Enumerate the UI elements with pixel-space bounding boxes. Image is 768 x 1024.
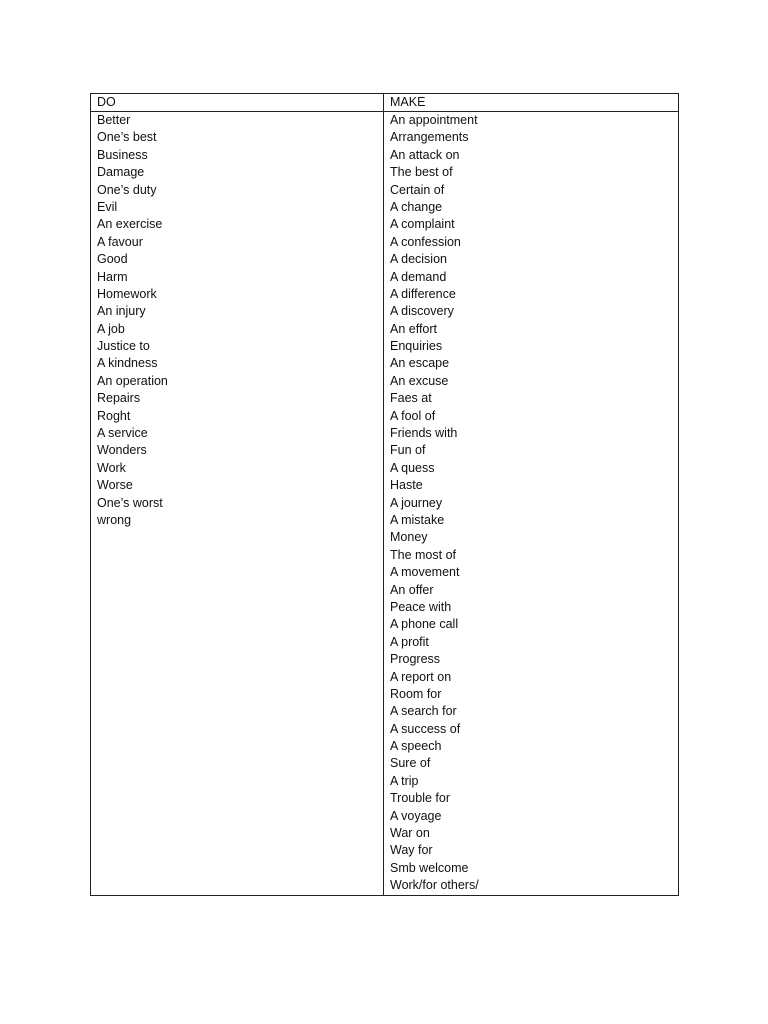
do-make-table <box>90 93 679 896</box>
make-list-item: A complaint <box>390 217 455 232</box>
do-list-item: A job <box>97 321 125 336</box>
do-list-item: An exercise <box>97 217 163 232</box>
make-list-item: Smb welcome <box>390 860 469 875</box>
make-list-item: Peace with <box>390 599 452 614</box>
make-list-item: A discovery <box>390 304 454 319</box>
make-list-item: Money <box>390 530 428 545</box>
do-list-item: One’s duty <box>97 182 157 197</box>
make-list-item: A speech <box>390 739 442 754</box>
make-list-item: A demand <box>390 269 447 284</box>
do-list-item: Evil <box>97 199 118 214</box>
make-list-item: An effort <box>390 321 438 336</box>
do-list-item: A favour <box>97 234 143 249</box>
make-list-item: A trip <box>390 773 419 788</box>
do-list-item: Business <box>97 147 148 162</box>
do-column-cell <box>91 112 384 896</box>
make-list-item: A change <box>390 199 443 214</box>
do-list-item: wrong <box>97 512 132 527</box>
make-list-item: Sure of <box>390 756 431 771</box>
make-list-item: A search for <box>390 704 457 719</box>
make-list-item: Trouble for <box>390 791 450 806</box>
make-list-item: An escape <box>390 356 450 371</box>
make-list-item: An offer <box>390 582 434 597</box>
do-list-item: Better <box>97 113 131 127</box>
make-list-item: Haste <box>390 478 423 493</box>
make-list-item: Enquiries <box>390 339 443 354</box>
make-list-item: Work/for others/ <box>390 878 479 893</box>
make-list-item: The most of <box>390 547 456 562</box>
make-list-item: A confession <box>390 234 461 249</box>
do-list <box>97 112 377 529</box>
make-list-item: A profit <box>390 634 429 649</box>
make-list-item: A report on <box>390 669 452 684</box>
make-list-item: A phone call <box>390 617 459 632</box>
do-list-item: Wonders <box>97 443 147 458</box>
make-list-item: An appointment <box>390 113 478 127</box>
make-list-item: A mistake <box>390 512 445 527</box>
make-list-item: A journey <box>390 495 443 510</box>
body-row <box>91 112 679 896</box>
make-list-item: A fool of <box>390 408 436 423</box>
do-list-item: A service <box>97 426 148 441</box>
do-list-item: Damage <box>97 165 145 180</box>
make-list-item: A movement <box>390 565 460 580</box>
make-list-item: Room for <box>390 686 442 701</box>
do-list-item: Work <box>97 460 126 475</box>
header-row <box>91 94 679 112</box>
do-list-item: One’s worst <box>97 495 163 510</box>
do-list-item: Roght <box>97 408 131 423</box>
do-list-item: One’s best <box>97 130 157 145</box>
make-list-item: Faes at <box>390 391 432 406</box>
do-list-item: A kindness <box>97 356 158 371</box>
make-list-item: Way for <box>390 843 433 858</box>
make-list-item: A quess <box>390 460 435 475</box>
header-make: MAKE <box>384 94 679 112</box>
make-column-cell <box>384 112 679 896</box>
make-list-item: An attack on <box>390 147 460 162</box>
make-list-item: An excuse <box>390 373 449 388</box>
do-list-item: An injury <box>97 304 146 319</box>
do-list-item: Justice to <box>97 339 150 354</box>
do-list-item: Repairs <box>97 391 141 406</box>
make-list-item: Friends with <box>390 426 458 441</box>
make-list-item: Arrangements <box>390 130 469 145</box>
do-list-item: Worse <box>97 478 133 493</box>
header-do: DO <box>91 94 384 112</box>
do-list-item: An operation <box>97 373 168 388</box>
make-list-item: A decision <box>390 252 447 267</box>
do-list-item: Good <box>97 252 128 267</box>
make-list-item: Certain of <box>390 182 445 197</box>
make-list-item: The best of <box>390 165 453 180</box>
do-list-item: Homework <box>97 286 157 301</box>
make-list-item: A success of <box>390 721 461 736</box>
make-list-item: A difference <box>390 286 456 301</box>
make-list-item: Fun of <box>390 443 426 458</box>
make-list-item: A voyage <box>390 808 442 823</box>
make-list <box>390 112 672 895</box>
do-list-item: Harm <box>97 269 128 284</box>
make-list-item: Progress <box>390 652 441 667</box>
make-list-item: War on <box>390 826 430 841</box>
